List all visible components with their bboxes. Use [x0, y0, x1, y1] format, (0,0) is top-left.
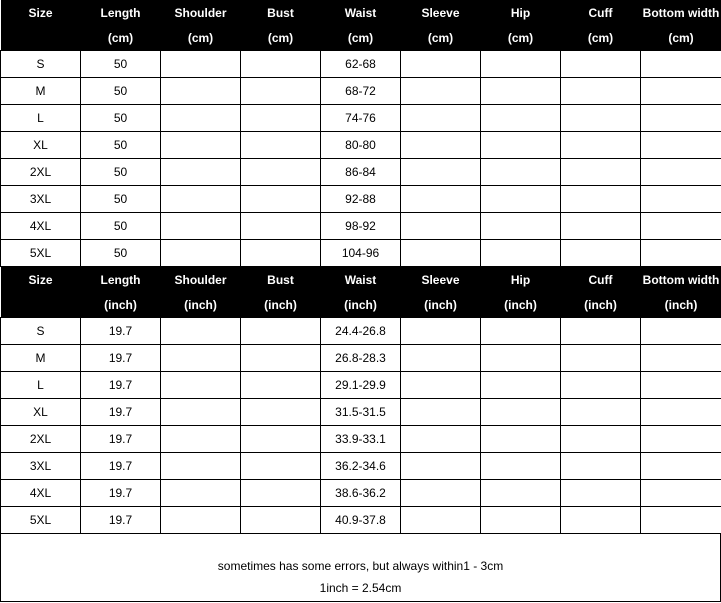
column-header-unit: [1, 26, 81, 50]
measurement-cell: [641, 78, 721, 105]
measurement-cell: [401, 240, 481, 267]
column-header-unit: (inch): [264, 298, 297, 312]
column-header-unit: (inch): [424, 298, 457, 312]
measurement-cell: [561, 480, 641, 507]
measurement-cell: [401, 132, 481, 159]
measurement-cell: [641, 240, 721, 267]
measurement-cell: [241, 78, 321, 105]
column-header: [561, 267, 641, 318]
measurement-cell: 19.7: [81, 480, 161, 507]
measurement-cell: 98-92: [321, 213, 401, 240]
size-cell: S: [1, 51, 81, 78]
measurement-cell: 80-80: [321, 132, 401, 159]
column-header-unit: (inch): [184, 298, 217, 312]
column-header-label: Sleeve: [421, 273, 460, 287]
column-header: [241, 267, 321, 318]
measurement-cell: [401, 159, 481, 186]
measurement-cell: 24.4-26.8: [321, 318, 401, 345]
measurement-cell: 50: [81, 51, 161, 78]
measurement-cell: [561, 318, 641, 345]
column-header: [161, 0, 241, 51]
table-header-row: [1, 0, 721, 51]
measurement-cell: [241, 480, 321, 507]
conversion-note: 1inch = 2.54cm: [319, 581, 402, 595]
measurement-cell: [641, 507, 721, 534]
measurement-cell: [641, 453, 721, 480]
size-cell: L: [1, 105, 81, 132]
measurement-cell: 68-72: [321, 78, 401, 105]
measurement-cell: [481, 399, 561, 426]
measurement-cell: [481, 372, 561, 399]
measurement-cell: [481, 480, 561, 507]
measurement-cell: [241, 345, 321, 372]
size-cell: 5XL: [1, 507, 81, 534]
measurement-cell: [161, 480, 241, 507]
measurement-cell: [641, 105, 721, 132]
column-header-unit: (cm): [347, 31, 374, 45]
measurement-cell: [481, 507, 561, 534]
measurement-cell: [241, 318, 321, 345]
measurement-cell: 29.1-29.9: [321, 372, 401, 399]
table-row: [1, 159, 721, 186]
column-header-label: Sleeve: [421, 6, 460, 20]
notes-box: [0, 534, 721, 602]
size-cell: 2XL: [1, 426, 81, 453]
column-header-unit: (cm): [587, 31, 614, 45]
measurement-cell: [561, 453, 641, 480]
size-cell: XL: [1, 399, 81, 426]
measurement-cell: [561, 399, 641, 426]
size-cell: 4XL: [1, 480, 81, 507]
table-row: [1, 426, 721, 453]
table-row: [1, 78, 721, 105]
measurement-cell: 50: [81, 159, 161, 186]
measurement-cell: 19.7: [81, 507, 161, 534]
measurement-cell: [641, 345, 721, 372]
measurement-cell: [241, 399, 321, 426]
table-header-row: [1, 267, 721, 318]
measurement-cell: [481, 186, 561, 213]
measurement-cell: [241, 132, 321, 159]
measurement-cell: [481, 132, 561, 159]
measurement-cell: 50: [81, 213, 161, 240]
measurement-cell: [401, 51, 481, 78]
column-header-label: Size: [28, 6, 53, 20]
measurement-cell: [401, 345, 481, 372]
measurement-cell: [241, 507, 321, 534]
measurement-cell: [481, 78, 561, 105]
column-header-label: Shoulder: [174, 273, 227, 287]
column-header: [401, 267, 481, 318]
column-header-label: Length: [100, 6, 141, 20]
measurement-cell: [561, 345, 641, 372]
column-header: [561, 0, 641, 51]
measurement-cell: 19.7: [81, 345, 161, 372]
measurement-cell: [161, 240, 241, 267]
measurement-cell: [641, 372, 721, 399]
column-header: [401, 0, 481, 51]
table-row: [1, 345, 721, 372]
measurement-cell: [481, 240, 561, 267]
measurement-cell: [641, 426, 721, 453]
measurement-cell: [161, 426, 241, 453]
column-header: [481, 267, 561, 318]
column-header: [161, 267, 241, 318]
measurement-cell: 104-96: [321, 240, 401, 267]
column-header-unit: (cm): [427, 31, 454, 45]
measurement-cell: [481, 318, 561, 345]
column-header-label: Shoulder: [174, 6, 227, 20]
measurement-cell: [641, 186, 721, 213]
measurement-cell: [401, 453, 481, 480]
measurement-cell: 40.9-37.8: [321, 507, 401, 534]
measurement-cell: 19.7: [81, 399, 161, 426]
measurement-cell: 74-76: [321, 105, 401, 132]
size-cell: 4XL: [1, 213, 81, 240]
measurement-cell: [561, 240, 641, 267]
measurement-cell: 62-68: [321, 51, 401, 78]
size-cell: M: [1, 345, 81, 372]
column-header-label: Hip: [510, 6, 531, 20]
measurement-cell: 50: [81, 78, 161, 105]
column-header-label: Waist: [344, 273, 377, 287]
measurement-cell: 26.8-28.3: [321, 345, 401, 372]
column-header: [321, 0, 401, 51]
size-cell: 3XL: [1, 453, 81, 480]
measurement-cell: [561, 213, 641, 240]
column-header-unit: (cm): [507, 31, 534, 45]
measurement-cell: [241, 372, 321, 399]
measurement-cell: 86-84: [321, 159, 401, 186]
measurement-cell: [161, 51, 241, 78]
measurement-cell: [241, 240, 321, 267]
measurement-cell: [401, 186, 481, 213]
measurement-cell: [481, 51, 561, 78]
size-cell: 3XL: [1, 186, 81, 213]
measurement-cell: [481, 159, 561, 186]
measurement-cell: [401, 318, 481, 345]
measurement-cell: [241, 186, 321, 213]
measurement-cell: [561, 159, 641, 186]
column-header-unit: (inch): [664, 298, 698, 312]
column-header-label: Length: [100, 273, 141, 287]
table-row: [1, 372, 721, 399]
measurement-cell: [161, 507, 241, 534]
measurement-cell: [641, 132, 721, 159]
size-cell: M: [1, 78, 81, 105]
measurement-cell: [481, 345, 561, 372]
measurement-cell: [401, 507, 481, 534]
size-cell: 2XL: [1, 159, 81, 186]
column-header-label: Bottom width: [642, 6, 720, 20]
table-row: [1, 240, 721, 267]
column-header-label: Bottom width: [642, 273, 720, 287]
measurement-cell: [161, 159, 241, 186]
table-row: [1, 318, 721, 345]
measurement-cell: [481, 213, 561, 240]
measurement-cell: [241, 105, 321, 132]
measurement-cell: [401, 78, 481, 105]
size-cell: S: [1, 318, 81, 345]
measurement-cell: [401, 372, 481, 399]
measurement-cell: [401, 426, 481, 453]
column-header-unit: (cm): [187, 31, 214, 45]
measurement-cell: 19.7: [81, 372, 161, 399]
measurement-cell: [401, 480, 481, 507]
measurement-cell: 36.2-34.6: [321, 453, 401, 480]
measurement-cell: [641, 159, 721, 186]
column-header: [81, 267, 161, 318]
measurement-cell: [561, 105, 641, 132]
column-header: [1, 0, 81, 51]
measurement-cell: [161, 132, 241, 159]
measurement-cell: [481, 426, 561, 453]
measurement-cell: 50: [81, 240, 161, 267]
table-row: [1, 105, 721, 132]
column-header-unit: (cm): [107, 31, 134, 45]
measurement-cell: [561, 186, 641, 213]
measurement-cell: 19.7: [81, 426, 161, 453]
column-header: [321, 267, 401, 318]
measurement-cell: 50: [81, 132, 161, 159]
measurement-cell: [641, 213, 721, 240]
column-header-unit: (inch): [504, 298, 537, 312]
column-header-unit: (cm): [267, 31, 294, 45]
measurement-cell: [561, 426, 641, 453]
measurement-cell: [561, 372, 641, 399]
column-header-unit: (inch): [104, 298, 137, 312]
column-header-label: Cuff: [588, 273, 613, 287]
measurement-cell: [401, 399, 481, 426]
measurement-cell: [641, 318, 721, 345]
measurement-cell: [161, 453, 241, 480]
column-header-unit: (cm): [668, 31, 694, 45]
table-row: [1, 132, 721, 159]
column-header-unit: (inch): [584, 298, 617, 312]
column-header: [1, 267, 81, 318]
column-header-label: Bust: [267, 273, 294, 287]
measurement-cell: [481, 453, 561, 480]
table-row: [1, 507, 721, 534]
table-row: [1, 51, 721, 78]
measurement-cell: [161, 372, 241, 399]
measurement-cell: [561, 132, 641, 159]
column-header: [641, 0, 721, 51]
measurement-cell: [641, 399, 721, 426]
measurement-cell: 38.6-36.2: [321, 480, 401, 507]
measurement-cell: [161, 78, 241, 105]
error-note: sometimes has some errors, but always within1 - 3cm: [217, 559, 504, 573]
measurement-cell: [161, 105, 241, 132]
measurement-cell: [401, 213, 481, 240]
column-header-label: Size: [28, 273, 53, 287]
measurement-cell: [561, 78, 641, 105]
column-header-label: Bust: [267, 6, 294, 20]
measurement-cell: [161, 318, 241, 345]
measurement-cell: [241, 213, 321, 240]
size-table-inch: [0, 267, 721, 534]
measurement-cell: 19.7: [81, 453, 161, 480]
size-cell: 5XL: [1, 240, 81, 267]
table-row: [1, 480, 721, 507]
measurement-cell: [641, 480, 721, 507]
measurement-cell: 92-88: [321, 186, 401, 213]
measurement-cell: [561, 507, 641, 534]
column-header-label: Cuff: [588, 6, 613, 20]
measurement-cell: [161, 345, 241, 372]
measurement-cell: [161, 213, 241, 240]
measurement-cell: [161, 399, 241, 426]
size-cell: L: [1, 372, 81, 399]
measurement-cell: [401, 105, 481, 132]
column-header: [641, 267, 721, 318]
measurement-cell: 33.9-33.1: [321, 426, 401, 453]
measurement-cell: [241, 159, 321, 186]
size-table-cm: [0, 0, 721, 267]
column-header: [241, 0, 321, 51]
measurement-cell: [161, 186, 241, 213]
table-row: [1, 213, 721, 240]
measurement-cell: [561, 51, 641, 78]
column-header-label: Waist: [344, 6, 377, 20]
column-header: [481, 0, 561, 51]
measurement-cell: [641, 51, 721, 78]
column-header: [81, 0, 161, 51]
table-row: [1, 399, 721, 426]
measurement-cell: [241, 453, 321, 480]
measurement-cell: 50: [81, 105, 161, 132]
measurement-cell: 50: [81, 186, 161, 213]
column-header-unit: (inch): [344, 298, 377, 312]
column-header-unit: [1, 293, 81, 317]
table-row: [1, 186, 721, 213]
measurement-cell: [241, 426, 321, 453]
size-cell: XL: [1, 132, 81, 159]
measurement-cell: 19.7: [81, 318, 161, 345]
measurement-cell: [481, 105, 561, 132]
measurement-cell: 31.5-31.5: [321, 399, 401, 426]
table-row: [1, 453, 721, 480]
measurement-cell: [241, 51, 321, 78]
column-header-label: Hip: [510, 273, 531, 287]
